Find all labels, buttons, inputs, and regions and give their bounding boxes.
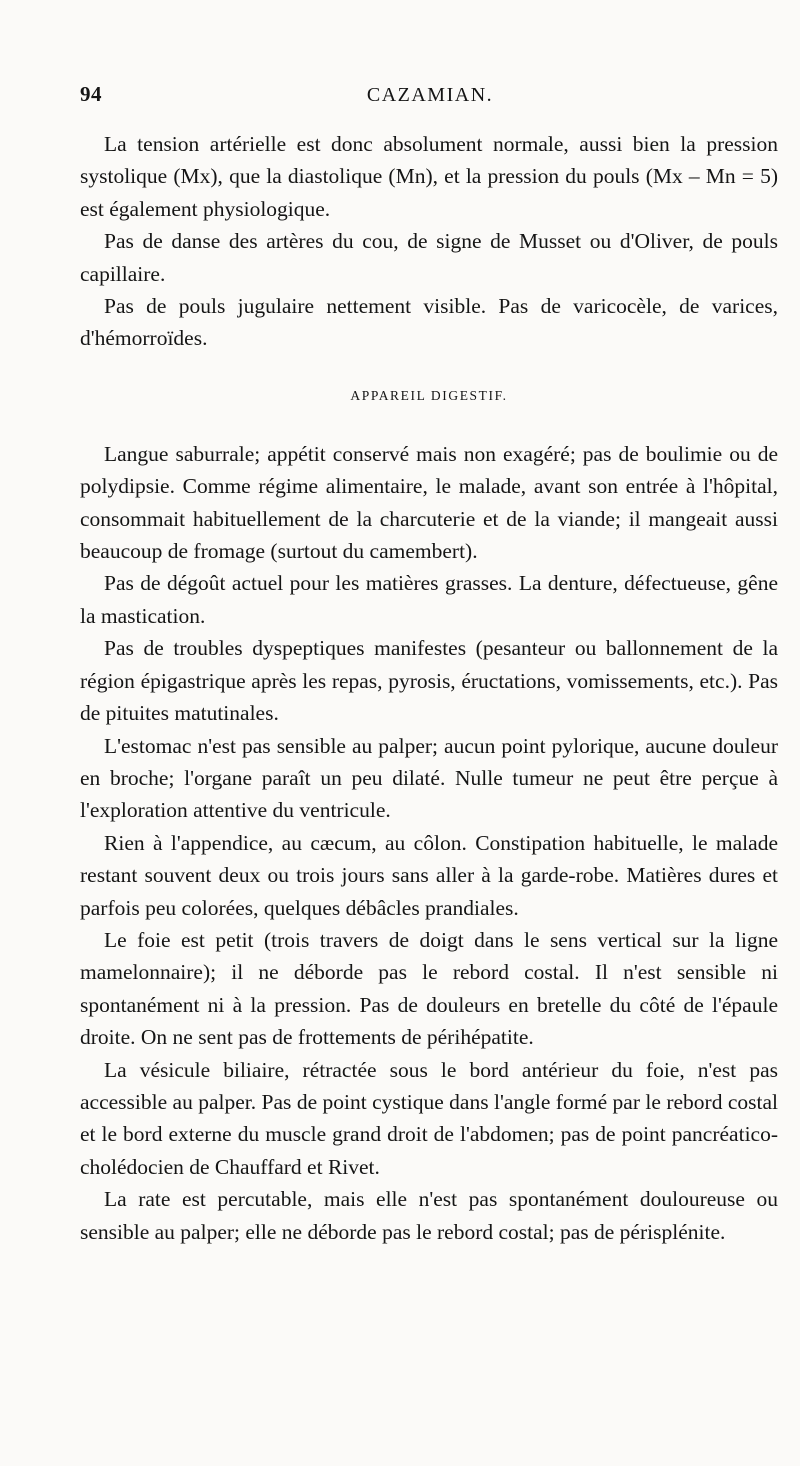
page-number: 94 [80, 82, 102, 106]
paragraph-blood-pressure: La tension artérielle est donc absolument normale, aussi bien la pression systolique (Mx), que la diastolique (Mn), et la pression du pouls (Mx – Mn = 5) est également physiologique. [80, 132, 778, 221]
paragraph-spleen: La rate est percutable, mais elle n'est pas spontanément douloureuse ou sensible au palper; elle ne déborde pas le rebord costal; pas de périsplénite. [80, 1187, 778, 1244]
paragraph-gallbladder: La vésicule biliaire, rétractée sous le bord antérieur du foie, n'est pas accessible au palper. Pas de point cystique dans l'angle formé par le rebord costal et le bord externe du muscle grand droit de l'abdomen; pas de point pancréatico-cholédocien de Chauffard et Rivet. [80, 1057, 778, 1179]
paragraph-liver: Le foie est petit (trois travers de doigt dans le sens vertical sur la ligne mamelonnaire); il ne déborde pas le rebord costal. Il n'est sensible ni spontanément ni à la pression. Pas de douleurs en bretelle du côté de l'épaule droite. On ne sent pas de frottements de périhépatite. [80, 927, 778, 1050]
paragraph-fat-disgust: Pas de dégoût actuel pour les matières grasses. La denture, défectueuse, gêne la mastication. [80, 571, 778, 628]
paragraph-jugular-pulse: Pas de pouls jugulaire nettement visible. Pas de varicocèle, de varices, d'hémorroïdes. [80, 294, 778, 351]
paragraph-stomach: L'estomac n'est pas sensible au palper; aucun point pylorique, aucune douleur en broche; l'organe paraît un peu dilaté. Nulle tumeur ne peut être perçue à l'exploration attentive du ventricule. [80, 733, 778, 823]
page-header [80, 82, 780, 114]
paragraph-intestine: Rien à l'appendice, au cæcum, au côlon. Constipation habituelle, le malade restant souvent deux ou trois jours sans aller à la garde-robe. Matières dures et parfois peu colorées, quelques débâcles prandiales. [80, 830, 778, 920]
paragraph-carotid-signs: Pas de danse des artères du cou, de signe de Musset ou d'Oliver, de pouls capillaire. [80, 229, 778, 286]
paragraph-dyspepsia: Pas de troubles dyspeptiques manifestes (pesanteur ou ballonnement de la région épigastrique après les repas, pyrosis, éructations, vomissements, etc.). Pas de pituites matutinales. [80, 636, 778, 726]
section-heading: APPAREIL DIGESTIF. [350, 387, 508, 403]
paragraph-tongue-appetite: Langue saburrale; appétit conservé mais non exagéré; pas de boulimie ou de polydipsie. Comme régime alimentaire, le malade, avant son entrée à l'hôpital, consommait habituellement de la charcuterie et de la viande; il mangeait aussi beaucoup de fromage (surtout du camembert). [80, 441, 778, 564]
running-head: CAZAMIAN. [366, 84, 494, 106]
body-text [80, 128, 778, 1248]
